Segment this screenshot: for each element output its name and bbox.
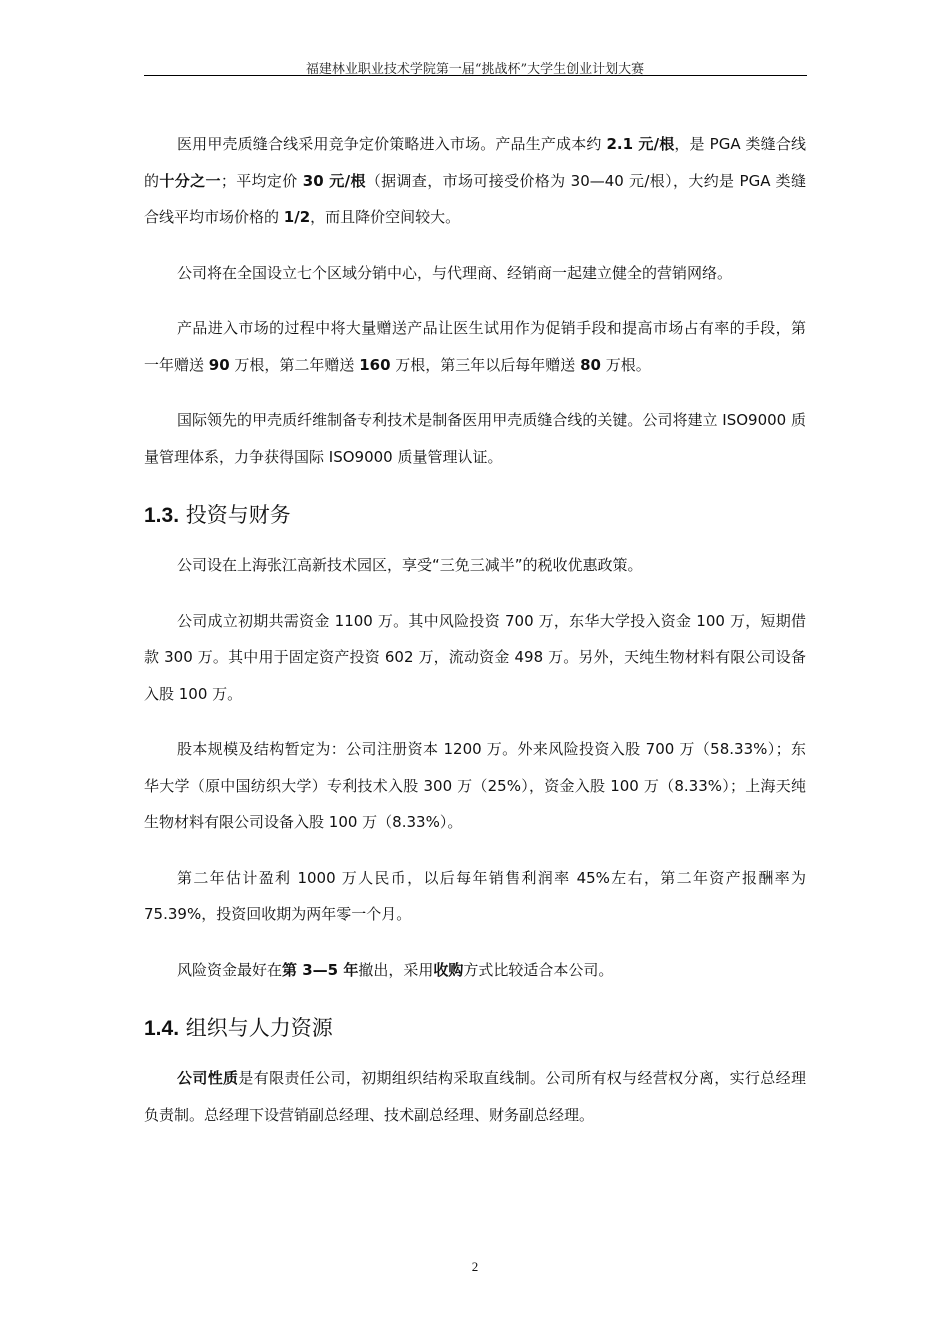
text-run: 国际领先的甲壳质纤维制备专利技术是制备医用甲壳质缝合线的关键。公司将建立 ISO9000 质量管理体系，力争获得国际 ISO9000 质量管理认证。 <box>144 411 806 466</box>
paragraph-group-finance <box>144 547 806 988</box>
text-run: 医用甲壳质缝合线采用竞争定价策略进入市场。产品生产成本约 <box>177 135 607 153</box>
paragraph <box>144 603 806 713</box>
bold-text: 公司性质 <box>177 1069 239 1087</box>
bold-text: 2.1 元/根 <box>606 135 675 153</box>
text-run: 第二年估计盈利 1000 万人民币，以后每年销售利润率 45%左右，第二年资产报酬率为 75.39%，投资回收期为两年零一个月。 <box>144 868 806 923</box>
text-run: （据调查，市场可接受价格为 30—40 元/根），大约是 PGA 类缝合线平均市场价格的 <box>144 171 806 226</box>
section-heading-investment-finance <box>144 494 806 537</box>
section-title: 投资与财务 <box>185 503 291 527</box>
text-run: 方式比较适合本公司。 <box>463 960 614 979</box>
paragraph <box>144 402 806 475</box>
text-run: 万根，第二年赠送 <box>229 355 360 374</box>
paragraph <box>144 860 806 933</box>
bold-text: 30 元/根 <box>302 171 366 190</box>
paragraph <box>144 126 806 236</box>
bold-text: 80 <box>580 355 601 374</box>
paragraph <box>144 952 806 989</box>
document-body <box>144 126 806 1152</box>
header-rule <box>144 75 807 76</box>
paragraph <box>144 310 806 383</box>
bold-text: 160 <box>359 355 391 374</box>
text-run: 万根。 <box>600 355 651 374</box>
paragraph <box>144 731 806 841</box>
section-title: 组织与人力资源 <box>185 1016 333 1040</box>
bold-text: 收购 <box>433 960 464 979</box>
bold-text: 90 <box>208 355 230 374</box>
paragraph-group-pricing <box>144 126 806 475</box>
text-run: 撤出，采用 <box>358 960 434 979</box>
text-run: 产品进入市场的过程中将大量赠送产品让医生试用作为促销手段和提高市场占有率的手段，第一年赠送 <box>144 319 806 374</box>
paragraph <box>144 255 806 292</box>
text-run: 公司设在上海张江高新技术园区，享受“三免三减半”的税收优惠政策。 <box>177 556 643 574</box>
bold-text: 1/2 <box>283 208 311 226</box>
bold-text: 第 3—5 年 <box>282 960 359 979</box>
text-run: 公司成立初期共需资金 1100 万。其中风险投资 700 万，东华大学投入资金 100 万，短期借款 300 万。其中用于固定资产投资 602 万，流动资金 498 万。另外，天纯生物材料有限公司设备入股 100 万。 <box>144 611 806 703</box>
paragraph-group-organization <box>144 1060 806 1133</box>
section-number: 1.3. <box>144 504 180 527</box>
text-run: 股本规模及结构暂定为：公司注册资本 1200 万。外来风险投资入股 700 万（58.33%）；东华大学（原中国纺织大学）专利技术入股 300 万（25%），资金入股 100 万（8.33%）；上海天纯生物材料有限公司设备入股 100 万（8.33%）。 <box>144 740 806 831</box>
text-run: ，是 PGA 类缝合线的 <box>144 135 806 190</box>
text-run: 是有限责任公司，初期组织结构采取直线制。公司所有权与经营权分离，实行总经理负责制。总经理下设营销副总经理、技术副总经理、财务副总经理。 <box>144 1069 806 1124</box>
text-run: 风险资金最好在 <box>177 960 283 979</box>
bold-text: 十分之一 <box>159 171 221 190</box>
text-run: 万根，第三年以后每年赠送 <box>390 355 581 374</box>
section-number: 1.4. <box>144 1017 180 1040</box>
section-heading-organization-hr <box>144 1007 806 1050</box>
text-run: 公司将在全国设立七个区域分销中心，与代理商、经销商一起建立健全的营销网络。 <box>177 263 733 282</box>
running-header: 福建林业职业技术学院第一届“挑战杯”大学生创业计划大赛 <box>305 62 645 77</box>
text-run: ；平均定价 <box>220 171 303 190</box>
paragraph <box>144 1060 806 1133</box>
page-number: 2 <box>471 1259 479 1274</box>
paragraph <box>144 547 806 584</box>
text-run: ，而且降价空间较大。 <box>310 208 461 226</box>
